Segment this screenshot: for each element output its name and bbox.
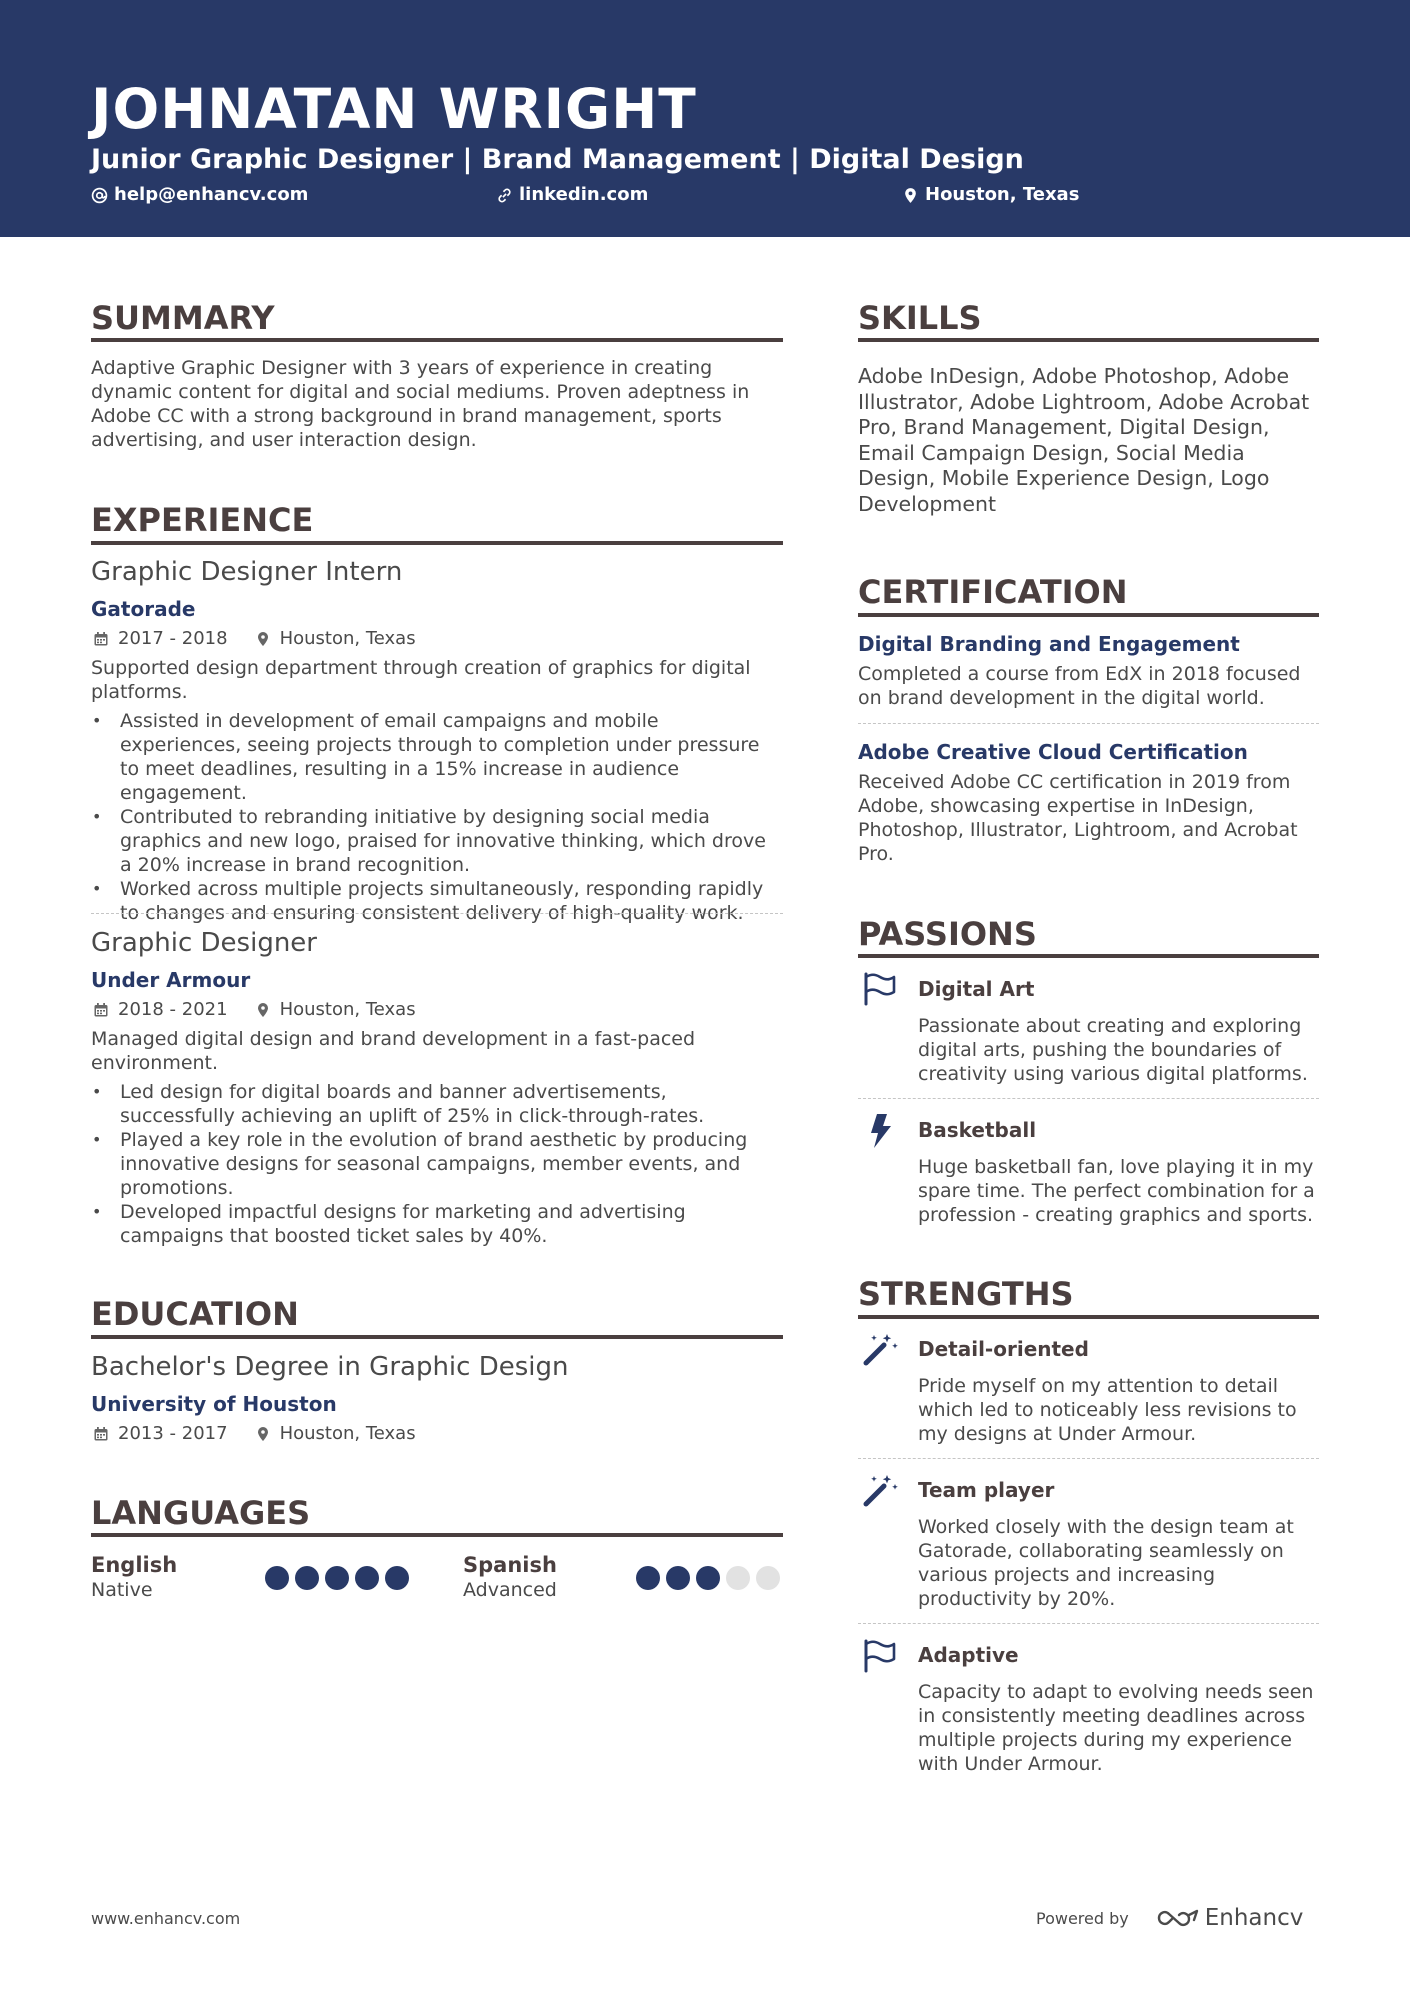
candidate-title: Junior Graphic Designer | Brand Management | Digital Design — [91, 144, 1024, 175]
strength-text: Worked closely with the design team at Gatorade, collaborating seamlessly on various projects and increasing productivity by 20%. — [918, 1516, 1294, 1610]
language-level: Native — [91, 1579, 153, 1601]
strength-title: Team player — [918, 1478, 1055, 1502]
summary-rule — [91, 338, 783, 342]
divider — [858, 1458, 1319, 1459]
calendar-icon — [93, 1002, 109, 1018]
certification-text: Received Adobe CC certification in 2019 from Adobe, showcasing expertise in InDesign, Photoshop, Illustrator, Lightroom, and Acrobat Pro. — [858, 771, 1298, 865]
link-icon — [496, 187, 513, 204]
rating-dot-filled — [636, 1566, 660, 1590]
skills-rule — [858, 338, 1319, 342]
linkedin-text: linkedin.com — [519, 184, 649, 205]
list-item: • Contributed to rebranding initiative by designing social media graphics and new logo, praised for innovative thinking, which drove a 20% increase in brand recognition. — [91, 805, 783, 877]
rating-dot-filled — [385, 1566, 409, 1590]
calendar-icon — [93, 631, 109, 647]
strength-text: Pride myself on my attention to detail which led to noticeably less revisions to my designs at Under Armour. — [918, 1375, 1297, 1445]
magic-wand-icon — [860, 1329, 902, 1371]
strengths-heading: STRENGTHS — [858, 1275, 1074, 1313]
certification-text: Completed a course from EdX in 2018 focused on brand development in the digital world. — [858, 663, 1301, 709]
location-text: Houston, Texas — [925, 184, 1080, 205]
rating-dot-empty — [726, 1566, 750, 1590]
company-name: Under Armour — [91, 968, 251, 992]
certification-title: Digital Branding and Engagement — [858, 632, 1240, 656]
powered-by-label: Powered by — [1036, 1908, 1129, 1928]
experience-rule — [91, 541, 783, 545]
rating-dot-filled — [325, 1566, 349, 1590]
divider — [858, 1623, 1319, 1624]
enhancv-logo-icon — [1155, 1905, 1201, 1931]
job-location: Houston, Texas — [279, 628, 416, 649]
list-item: • Played a key role in the evolution of brand aesthetic by producing innovative designs for seasonal campaigns, member events, and promotions. — [91, 1128, 783, 1200]
location-pin-icon — [255, 1426, 271, 1442]
flag-icon — [860, 968, 902, 1010]
job-meta — [93, 998, 416, 1022]
summary-text: Adaptive Graphic Designer with 3 years of experience in creating dynamic content for digital and social mediums. Proven adeptness in Adobe CC with a strong background in brand management, sports advertising, and user interaction design. — [91, 357, 750, 451]
passions-rule — [858, 954, 1319, 958]
certification-rule — [858, 613, 1319, 617]
divider — [858, 1098, 1319, 1099]
rating-dot-filled — [295, 1566, 319, 1590]
strength-text: Capacity to adapt to evolving needs seen in consistently meeting deadlines across multiple projects during my experience with Under Armour. — [918, 1681, 1314, 1775]
at-icon — [91, 187, 108, 204]
job-dates: 2017 - 2018 — [118, 628, 228, 649]
list-item: • Worked across multiple projects simultaneously, responding rapidly to changes and ensuring consistent delivery of high-quality work. — [91, 877, 783, 925]
resume-header — [0, 0, 1410, 237]
job-title: Graphic Designer Intern — [91, 557, 403, 587]
school-name: University of Houston — [91, 1392, 337, 1416]
strength-title: Detail-oriented — [918, 1337, 1089, 1361]
languages-heading: LANGUAGES — [91, 1494, 311, 1532]
education-dates: 2013 - 2017 — [118, 1423, 228, 1444]
calendar-icon — [93, 1426, 109, 1442]
location-pin-icon — [255, 1002, 271, 1018]
divider — [91, 913, 783, 914]
job-dates: 2018 - 2021 — [118, 999, 228, 1020]
list-item: • Led design for digital boards and banner advertisements, successfully achieving an uplift of 25% in click-through-rates. — [91, 1080, 783, 1128]
passions-heading: PASSIONS — [858, 915, 1037, 953]
list-item: • Developed impactful designs for marketing and advertising campaigns that boosted ticket sales by 40%. — [91, 1200, 783, 1248]
certification-heading: CERTIFICATION — [858, 573, 1128, 611]
email-text: help@enhancv.com — [114, 184, 309, 205]
strengths-rule — [858, 1315, 1319, 1319]
languages-rule — [91, 1533, 783, 1537]
magic-wand-icon — [860, 1470, 902, 1512]
lightning-icon — [860, 1110, 902, 1152]
rating-dot-filled — [696, 1566, 720, 1590]
education-location: Houston, Texas — [279, 1423, 416, 1444]
passion-title: Basketball — [918, 1118, 1037, 1142]
location-pin-icon — [255, 631, 271, 647]
summary-heading: SUMMARY — [91, 299, 275, 337]
language-rating — [636, 1566, 780, 1590]
footer-website[interactable]: www.enhancv.com — [91, 1909, 241, 1928]
certification-title: Adobe Creative Cloud Certification — [858, 740, 1248, 764]
rating-dot-filled — [666, 1566, 690, 1590]
job-location: Houston, Texas — [279, 999, 416, 1020]
education-heading: EDUCATION — [91, 1295, 299, 1333]
rating-dot-filled — [265, 1566, 289, 1590]
passion-title: Digital Art — [918, 977, 1035, 1001]
brand-name: Enhancv — [1204, 1905, 1304, 1931]
rating-dot-empty — [756, 1566, 780, 1590]
job-bullets — [91, 709, 783, 925]
language-name: Spanish — [463, 1553, 557, 1577]
passion-text: Passionate about creating and exploring digital arts, pushing the boundaries of creativity using various digital platforms. — [918, 1015, 1308, 1085]
footer-branding[interactable] — [1036, 1905, 1303, 1931]
experience-heading: EXPERIENCE — [91, 501, 314, 539]
degree-title: Bachelor's Degree in Graphic Design — [91, 1352, 569, 1382]
job-description: Supported design department through creation of graphics for digital platforms. — [91, 657, 751, 703]
education-rule — [91, 1335, 783, 1339]
contact-linkedin[interactable] — [496, 183, 648, 207]
contact-location — [902, 183, 1079, 207]
candidate-name: JOHNATAN WRIGHT — [91, 77, 697, 141]
location-pin-icon — [902, 187, 919, 204]
job-description: Managed digital design and brand development in a fast-paced environment. — [91, 1028, 696, 1074]
strength-title: Adaptive — [918, 1643, 1019, 1667]
job-meta — [93, 627, 416, 651]
language-rating — [265, 1566, 409, 1590]
flag-icon — [860, 1635, 902, 1677]
language-level: Advanced — [463, 1579, 557, 1601]
skills-text: Adobe InDesign, Adobe Photoshop, Adobe Illustrator, Adobe Lightroom, Adobe Acrobat Pro, Brand Management, Digital Design, Email Campaign Design, Social Media Design, Mobile Experience Design, Logo Development — [858, 364, 1310, 516]
company-name: Gatorade — [91, 597, 196, 621]
job-title: Graphic Designer — [91, 928, 317, 958]
contact-email[interactable] — [91, 183, 308, 207]
divider — [858, 723, 1319, 724]
skills-heading: SKILLS — [858, 299, 982, 337]
education-meta — [93, 1422, 416, 1446]
list-item: • Assisted in development of email campaigns and mobile experiences, seeing projects through to completion under pressure to meet deadlines, resulting in a 15% increase in audience engagement. — [91, 709, 783, 805]
language-name: English — [91, 1553, 178, 1577]
rating-dot-filled — [355, 1566, 379, 1590]
passion-text: Huge basketball fan, love playing it in my spare time. The perfect combination for a profession - creating graphics and sports. — [918, 1156, 1315, 1226]
job-bullets — [91, 1080, 783, 1248]
